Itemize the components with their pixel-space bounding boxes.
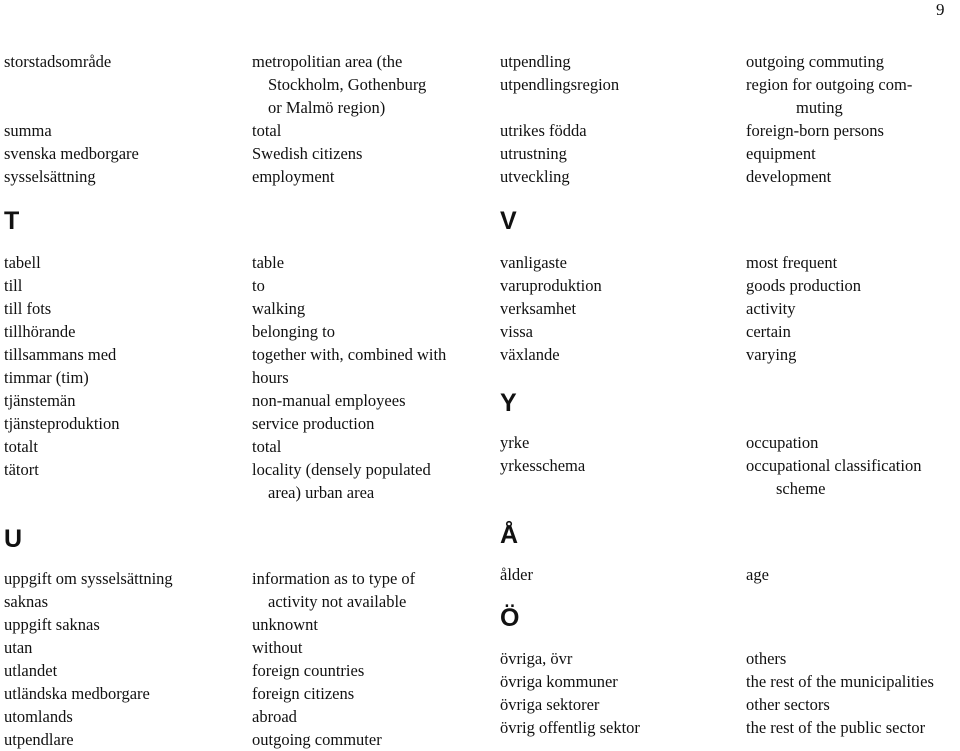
english-translation: most frequent <box>746 253 838 272</box>
english-translation: certain <box>746 322 791 341</box>
english-translation: muting <box>796 98 843 117</box>
english-translation: total <box>252 437 282 456</box>
page-number: 9 <box>936 0 945 19</box>
english-translation: or Malmö region) <box>268 98 386 117</box>
english-translation: occupation <box>746 433 819 452</box>
swedish-term: tillhörande <box>4 322 76 341</box>
english-translation: without <box>252 638 303 657</box>
section-letter-heading: Y <box>500 389 517 417</box>
swedish-term: utländska medborgare <box>4 684 150 703</box>
swedish-term: utpendlare <box>4 730 74 749</box>
english-translation: table <box>252 253 285 272</box>
english-translation: together with, combined with <box>252 345 447 364</box>
english-translation: scheme <box>776 479 826 498</box>
english-translation: metropolitian area (the <box>252 52 403 71</box>
swedish-term: tillsammans med <box>4 345 117 364</box>
swedish-term: utveckling <box>500 167 570 186</box>
swedish-term: utrikes födda <box>500 121 587 140</box>
section-letter-heading: Ö <box>500 604 520 632</box>
swedish-term: till <box>4 276 23 295</box>
english-translation: walking <box>252 299 306 318</box>
swedish-term: ålder <box>500 565 533 584</box>
english-translation: abroad <box>252 707 297 726</box>
english-translation: others <box>746 649 787 668</box>
english-translation: non-manual employees <box>252 391 406 410</box>
swedish-term: övriga kommuner <box>500 672 618 691</box>
swedish-term: övriga, övr <box>500 649 573 668</box>
swedish-term: utrustning <box>500 144 567 163</box>
english-translation: foreign citizens <box>252 684 355 703</box>
swedish-term: summa <box>4 121 52 140</box>
english-translation: outgoing commuter <box>252 730 382 749</box>
section-letter-heading: U <box>4 525 23 553</box>
english-translation: total <box>252 121 282 140</box>
swedish-term: utpendling <box>500 52 571 71</box>
swedish-term: yrkesschema <box>500 456 586 475</box>
english-translation: locality (densely populated <box>252 460 431 479</box>
english-translation: belonging to <box>252 322 335 341</box>
swedish-term: tjänsteproduktion <box>4 414 120 433</box>
english-translation: activity <box>746 299 796 318</box>
swedish-term: yrke <box>500 433 530 452</box>
english-translation: outgoing commuting <box>746 52 884 71</box>
swedish-term: utan <box>4 638 33 657</box>
swedish-term: vissa <box>500 322 533 341</box>
swedish-term: utomlands <box>4 707 73 726</box>
english-translation: activity not available <box>268 592 407 611</box>
english-translation: to <box>252 276 265 295</box>
swedish-term: vanligaste <box>500 253 567 272</box>
english-translation: region for outgoing com- <box>746 75 913 94</box>
swedish-term: totalt <box>4 437 38 456</box>
english-translation: Stockholm, Gothenburg <box>268 75 427 94</box>
swedish-term: sysselsättning <box>4 167 96 186</box>
english-translation: development <box>746 167 832 186</box>
english-translation: hours <box>252 368 289 387</box>
english-translation: Swedish citizens <box>252 144 363 163</box>
section-letter-heading: T <box>4 207 20 235</box>
english-translation: the rest of the public sector <box>746 718 926 737</box>
swedish-term: utpendlingsregion <box>500 75 620 94</box>
swedish-term: tjänstemän <box>4 391 76 410</box>
english-translation: service production <box>252 414 375 433</box>
swedish-term: timmar (tim) <box>4 368 89 387</box>
swedish-term: varuproduktion <box>500 276 602 295</box>
english-translation: age <box>746 565 769 584</box>
english-translation: area) urban area <box>268 483 375 502</box>
swedish-term: övriga sektorer <box>500 695 600 714</box>
swedish-term: till fots <box>4 299 52 318</box>
english-translation: unknownt <box>252 615 318 634</box>
swedish-term: uppgift saknas <box>4 615 100 634</box>
swedish-term: utlandet <box>4 661 58 680</box>
swedish-term: växlande <box>500 345 560 364</box>
section-letter-heading: Å <box>500 521 519 549</box>
english-translation: goods production <box>746 276 862 295</box>
swedish-term: övrig offentlig sektor <box>500 718 640 737</box>
english-translation: equipment <box>746 144 816 163</box>
english-translation: foreign-born persons <box>746 121 884 140</box>
english-translation: varying <box>746 345 797 364</box>
swedish-term: uppgift om sysselsättning <box>4 569 173 588</box>
english-translation: foreign countries <box>252 661 365 680</box>
english-translation: information as to type of <box>252 569 416 588</box>
swedish-term: saknas <box>4 592 48 611</box>
english-translation: the rest of the municipalities <box>746 672 934 691</box>
swedish-term: storstadsområde <box>4 52 112 71</box>
section-letter-heading: V <box>500 207 517 235</box>
swedish-term: verksamhet <box>500 299 577 318</box>
english-translation: employment <box>252 167 335 186</box>
swedish-term: svenska medborgare <box>4 144 139 163</box>
swedish-term: tätort <box>4 460 39 479</box>
swedish-term: tabell <box>4 253 41 272</box>
english-translation: other sectors <box>746 695 830 714</box>
english-translation: occupational classification <box>746 456 922 475</box>
